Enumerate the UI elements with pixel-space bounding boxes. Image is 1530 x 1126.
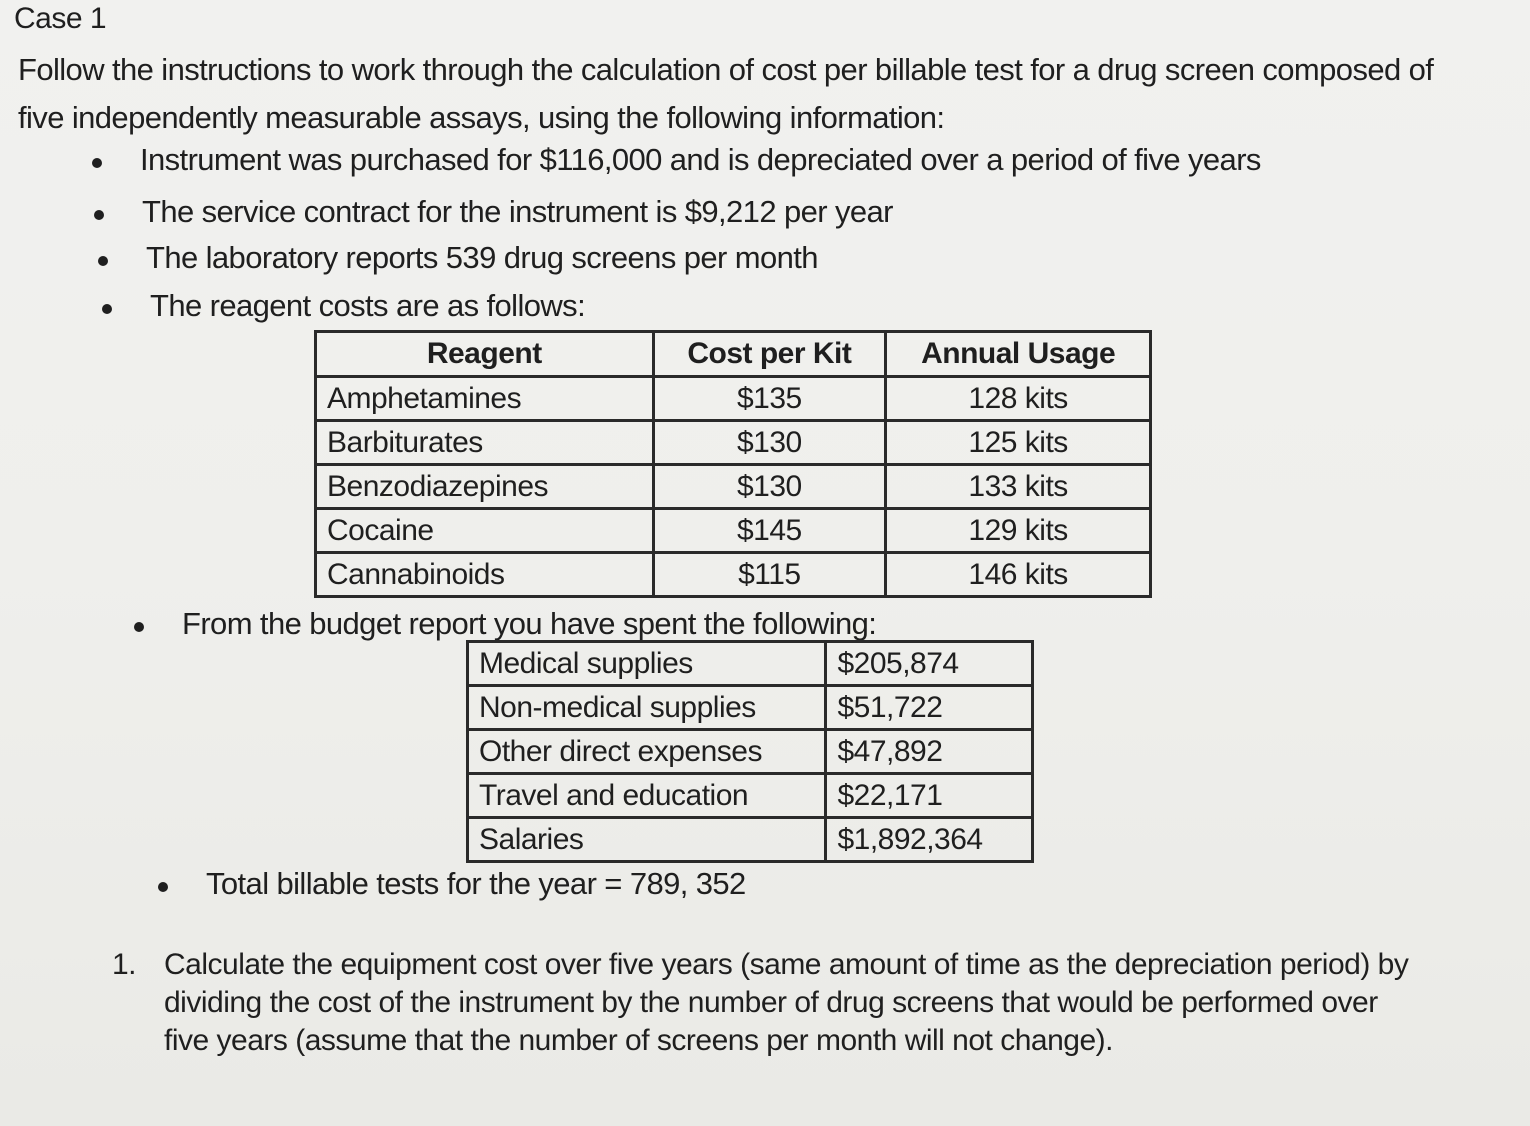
cost-per-kit: $115 [653,553,886,597]
expense-category: Other direct expenses [468,730,826,774]
bullet-dot-icon [158,882,168,892]
question-1 [112,946,1412,1060]
table-row [316,553,1151,597]
question-number: 1. [112,948,137,981]
bullet-item [140,142,1261,178]
intro-paragraph: Follow the instructions to work through the calculation of cost per billable test for a drug screen composed of five independently measurable assays, using the following information: [18,52,1434,135]
annual-usage: 146 kits [886,553,1151,597]
reagent-name: Cocaine [316,509,654,553]
table-row [316,465,1151,509]
bullet-dot-icon [98,256,108,266]
annual-usage: 129 kits [886,509,1151,553]
expense-amount: $1,892,364 [826,818,1033,862]
table-row [468,774,1033,818]
table-row [316,421,1151,465]
reagent-cost-table [314,330,1152,598]
bullet-item [142,194,893,230]
bullet-text: Instrument was purchased for $116,000 and is depreciated over a period of five years [140,142,1261,177]
cost-per-kit: $130 [653,465,886,509]
table-row [316,377,1151,421]
table-row [468,818,1033,862]
bullet-item [206,866,746,902]
expense-amount: $47,892 [826,730,1033,774]
annual-usage: 125 kits [886,421,1151,465]
bullet-dot-icon [134,622,144,632]
expense-amount: $22,171 [826,774,1033,818]
column-header: Annual Usage [886,332,1151,377]
question-text: Calculate the equipment cost over five years (same amount of time as the depreciation period) by dividing the cost of the instrument by the number of drug screens that would be performed over five years (assume that the number of screens per month will not change). [164,948,1409,1057]
bullet-item [182,606,876,642]
bullet-text: From the budget report you have spent the following: [182,606,877,641]
bullet-text: The service contract for the instrument is $9,212 per year [142,194,893,229]
table-row [468,730,1033,774]
reagent-name: Benzodiazepines [316,465,654,509]
annual-usage: 128 kits [886,377,1151,421]
bullet-text: Total billable tests for the year = 789, 352 [206,866,746,901]
expense-category: Salaries [468,818,826,862]
column-header: Cost per Kit [653,332,886,377]
bullet-dot-icon [92,158,102,168]
table-header-row [316,332,1151,377]
expense-category: Non-medical supplies [468,686,826,730]
column-header: Reagent [316,332,654,377]
reagent-name: Amphetamines [316,377,654,421]
budget-expense-table [466,640,1034,863]
reagent-name: Barbiturates [316,421,654,465]
expense-category: Travel and education [468,774,826,818]
bullet-item [150,288,585,324]
cost-per-kit: $145 [653,509,886,553]
bullet-text: The reagent costs are as follows: [150,288,586,323]
annual-usage: 133 kits [886,465,1151,509]
cost-per-kit: $135 [653,377,886,421]
table-row [316,509,1151,553]
bullet-item [146,240,818,276]
cost-per-kit: $130 [653,421,886,465]
case-title: Case 1 [14,2,107,35]
table-row [468,642,1033,686]
expense-amount: $51,722 [826,686,1033,730]
bullet-dot-icon [94,210,104,220]
bullet-text: The laboratory reports 539 drug screens per month [146,240,818,275]
table-row [468,686,1033,730]
expense-category: Medical supplies [468,642,826,686]
bullet-dot-icon [102,304,112,314]
expense-amount: $205,874 [826,642,1033,686]
reagent-name: Cannabinoids [316,553,654,597]
